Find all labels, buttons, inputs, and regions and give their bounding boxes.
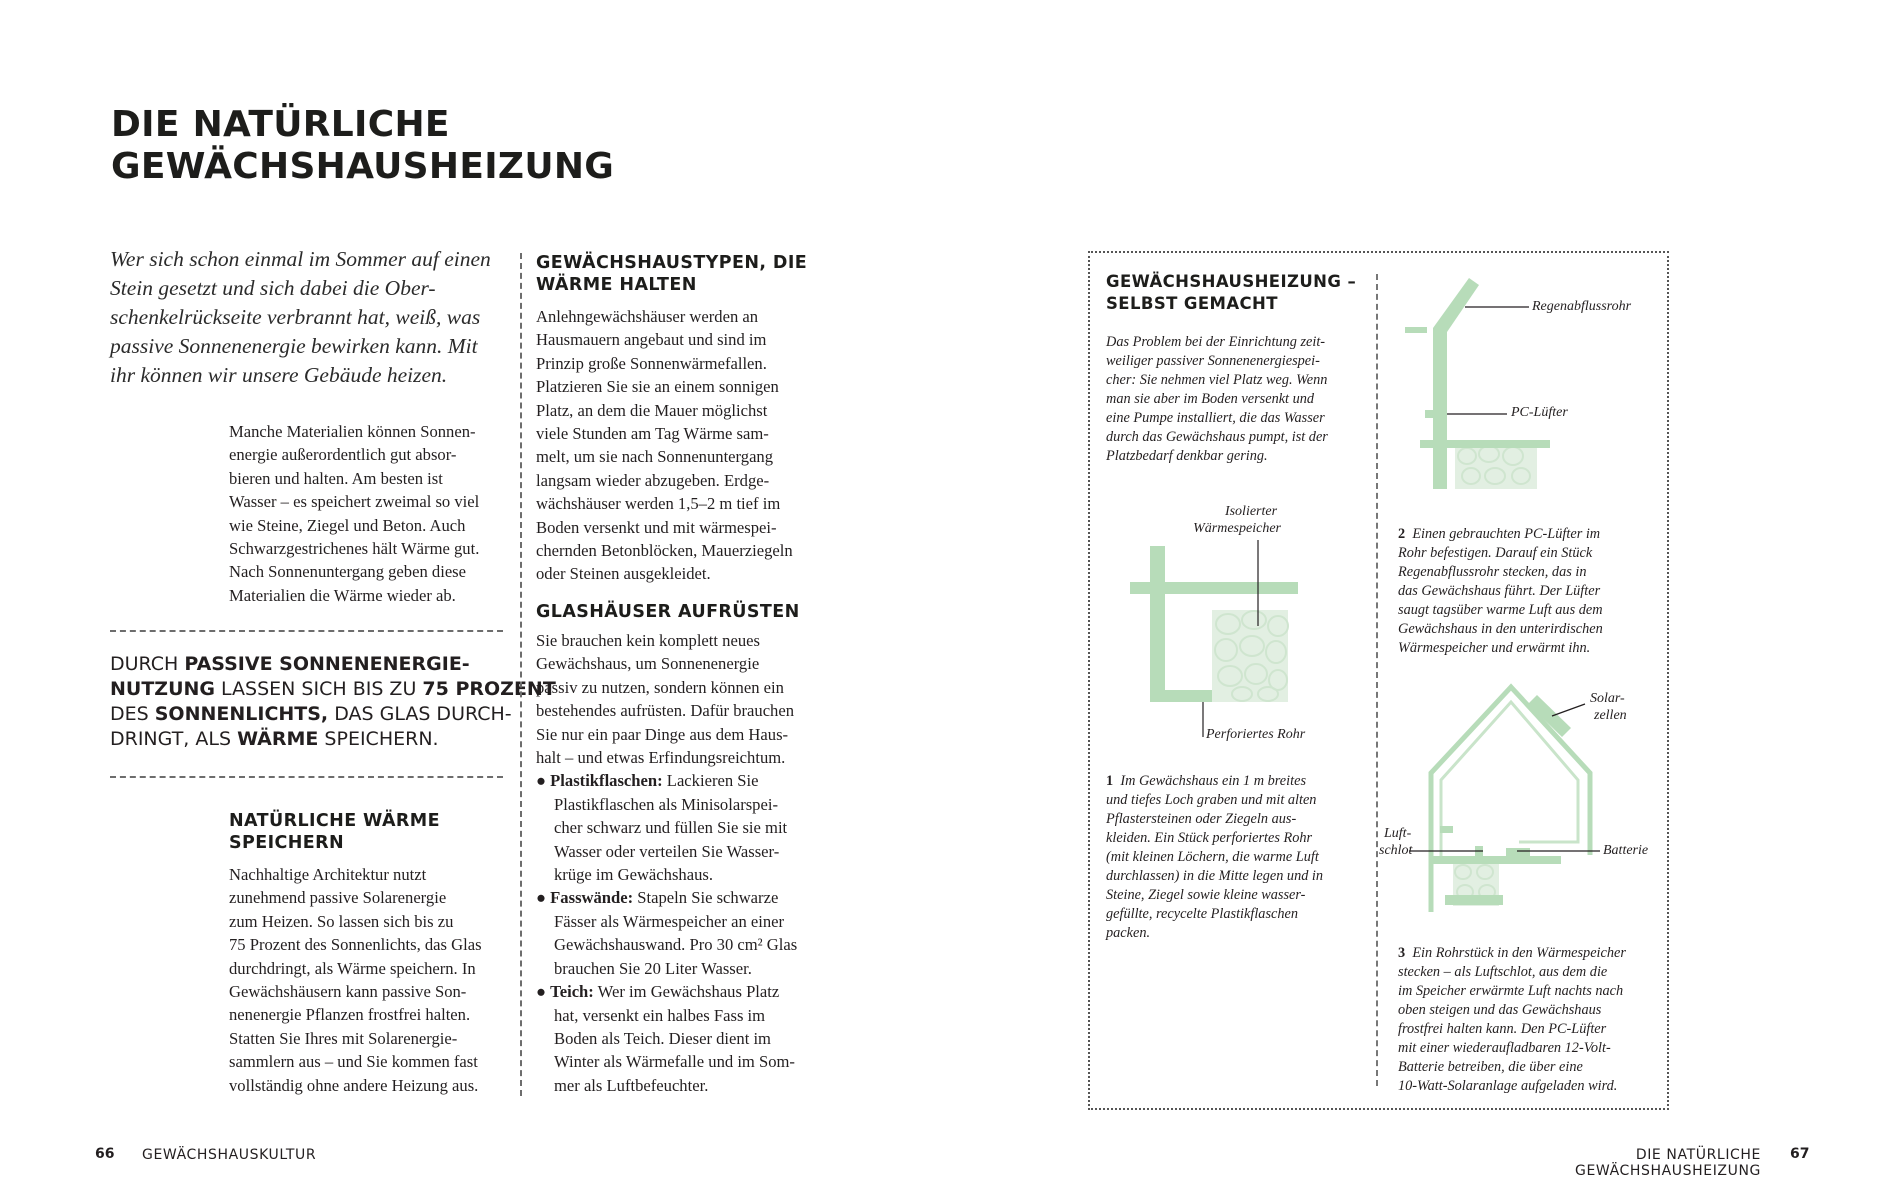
bullet-line: Wasser oder verteilen Sie Wasser- <box>554 841 780 861</box>
step-line: im Speicher erwärmte Luft nachts nach <box>1398 983 1624 999</box>
step-line: Batterie betreiben, die über eine <box>1398 1059 1583 1075</box>
bullet-line: Gewächshauswand. Pro 30 cm² Glas <box>554 935 798 955</box>
step-line: Gewächshaus in den unterirdischen <box>1398 621 1603 637</box>
intro-line: passive Sonnenenergie bewirken kann. Mit <box>110 334 478 358</box>
quote-text: LASSEN SICH BIS ZU <box>215 678 423 700</box>
heading-line: SPEICHERN <box>229 833 345 853</box>
body-line: bestehendes aufrüsten. Dafür brauchen <box>536 701 795 721</box>
body-line: Wasser – es speichert zweimal so viel <box>229 492 480 512</box>
intro-line: schenkelrückseite verbrannt hat, weiß, was <box>110 305 481 329</box>
step-line: Wärmespeicher und erwärmt ihn. <box>1398 640 1591 656</box>
step-line: Im Gewächshaus ein 1 m breites <box>1120 773 1307 789</box>
body-line: 75 Prozent des Sonnenlichts, das Glas <box>229 935 482 955</box>
step-line: packen. <box>1106 925 1151 941</box>
label-luft-2: schlot <box>1379 843 1413 858</box>
column-divider <box>520 253 522 1096</box>
quote-bold: SONNENLICHTS, <box>154 703 329 725</box>
step-line: Rohr befestigen. Darauf ein Stück <box>1398 545 1593 561</box>
step-line: mit einer wiederaufladbaren 12-Volt- <box>1398 1040 1611 1056</box>
body-line: Schwarzgestrichenes hält Wärme gut. <box>229 539 480 559</box>
body-line: vollständig ohne andere Heizung aus. <box>229 1075 479 1095</box>
body-line: nenenergie Pflanzen frostfrei halten. <box>229 1005 471 1025</box>
label-pc-luefter: PC-Lüfter <box>1511 405 1568 420</box>
pipe <box>1433 328 1447 489</box>
body-line: Hausmauern angebaut und sind im <box>536 330 767 350</box>
bullet-text: Stapeln Sie schwarze <box>633 888 779 908</box>
label-isolierter: Isolierter <box>1224 504 1278 519</box>
step-3 <box>1398 944 1668 1096</box>
pipe-elbow <box>1433 278 1479 332</box>
floor <box>1431 856 1561 864</box>
bullet-term: Plastikflaschen: <box>550 771 663 791</box>
typen-paragraph <box>536 305 836 586</box>
quote-text: DURCH <box>110 653 185 675</box>
body-line: energie außerordentlich gut absor- <box>229 445 457 465</box>
label-perforiertes-rohr: Perforiertes Rohr <box>1206 727 1306 742</box>
body-line: Nach Sonnenuntergang geben diese <box>229 562 467 582</box>
wall <box>1150 546 1165 702</box>
bullet-term: Teich: <box>550 982 594 1002</box>
heading-line: WÄRME HALTEN <box>536 275 697 295</box>
step-line: 10-Watt-Solaranlage aufgeladen wird. <box>1398 1078 1618 1094</box>
bullet-line: krüge im Gewächshaus. <box>554 865 713 885</box>
step-line: Regenabflussrohr stecken, das in <box>1398 564 1587 580</box>
body-line: Boden versenkt und mit wärmespei- <box>536 517 777 537</box>
step-number: 3 <box>1398 945 1406 961</box>
body-line: Manche Materialien können Sonnen- <box>229 422 476 441</box>
box-intro-line: weiliger passiver Sonnenenergiespei- <box>1106 353 1320 369</box>
body-line: Gewächshaus, um Sonnenenergie <box>536 654 760 674</box>
battery <box>1506 848 1530 858</box>
intro-paragraph <box>110 245 510 390</box>
box-intro-line: eine Pumpe installiert, die das Wasser <box>1106 410 1325 426</box>
quote-bold: PASSIVE SONNENENERGIE- <box>184 653 470 675</box>
intro-line: Wer sich schon einmal im Sommer auf einen <box>110 247 491 271</box>
section-heading-typen <box>536 252 826 296</box>
glas-paragraph <box>536 629 836 1097</box>
pipe-joint <box>1405 327 1427 333</box>
body-line: Platzieren Sie sie an einem sonnigen <box>536 377 779 397</box>
box-intro <box>1106 333 1376 466</box>
heat-store-diagram <box>1130 540 1360 740</box>
body-line: wie Steine, Ziegel und Beton. Auch <box>229 515 466 535</box>
body-line: Sie nur ein paar Dinge aus dem Haus- <box>536 724 789 744</box>
page-title <box>111 104 671 188</box>
box-intro-line: Platzbedarf denkbar gering. <box>1106 448 1268 464</box>
step-number: 2 <box>1398 526 1406 542</box>
label-regenabflussrohr: Regenabflussrohr <box>1532 299 1632 314</box>
box-intro-line: Das Problem bei der Einrichtung zeit- <box>1106 334 1326 350</box>
page-number-left: 66 <box>95 1146 115 1162</box>
leader-line <box>1552 704 1585 716</box>
quote-bold: 75 PROZENT <box>422 678 556 700</box>
heading-line: SELBST GEMACHT <box>1106 294 1278 313</box>
step-line: durchlassen) in die Mitte legen und in <box>1106 868 1324 884</box>
step-line: Steine, Ziegel sowie kleine wasser- <box>1106 887 1306 903</box>
quote-divider-top <box>110 630 503 632</box>
running-footer-left: GEWÄCHSHAUSKULTUR <box>142 1147 317 1163</box>
body-line: zum Heizen. So lassen sich bis zu <box>229 911 454 931</box>
perforated-pipe <box>1150 690 1212 702</box>
bullet-line: Fässer als Wärmespeicher an einer <box>554 911 785 931</box>
label-batterie: Batterie <box>1603 843 1649 858</box>
step-line: das Gewächshaus führt. Der Lüfter <box>1398 583 1601 599</box>
body-line: melt, um sie nach Sonnenuntergang <box>536 447 774 467</box>
box-column-divider <box>1376 274 1378 1086</box>
step-line: frostfrei halten kann. Den PC-Lüfter <box>1398 1021 1607 1037</box>
bullet-line: hat, versenkt ein halbes Fass im <box>554 1005 766 1025</box>
section-heading-speichern <box>229 810 549 854</box>
step-line: kleiden. Ein Stück perforiertes Rohr <box>1106 830 1313 846</box>
pc-fan-small <box>1475 846 1483 858</box>
bullet-line: cher schwarz und füllen Sie sie mit <box>554 818 788 838</box>
quote-bold: NUTZUNG <box>110 678 215 700</box>
body-line: langsam wieder abzugeben. Erdge- <box>536 470 770 490</box>
ground-bar <box>1420 440 1550 448</box>
intro-line: ihr können wir unsere Gebäude heizen. <box>110 363 448 387</box>
chimney-cap <box>1440 826 1453 833</box>
box-intro-line: man sie aber im Boden versenkt und <box>1106 391 1315 407</box>
body-line: viele Stunden am Tag Wärme sam- <box>536 424 769 444</box>
box-heading <box>1106 271 1376 315</box>
bullet-text: Wer im Gewächshaus Platz <box>593 982 780 1002</box>
label-solar-1: Solar- <box>1590 691 1625 706</box>
page-number-right: 67 <box>1790 1146 1810 1162</box>
label-waermespeicher: Wärmespeicher <box>1193 521 1281 536</box>
quote-text: DRINGT, ALS <box>110 728 238 750</box>
pull-quote <box>110 652 556 752</box>
step-2 <box>1398 525 1668 658</box>
body-line: Prinzip große Sonnenwärmefallen. <box>536 353 767 373</box>
heading-line: GEWÄCHSHAUSHEIZUNG – <box>1106 272 1357 291</box>
body-line: Gewächshäusern kann passive Son- <box>229 982 467 1002</box>
running-footer-right: DIE NATÜRLICHE GEWÄCHSHAUSHEIZUNG <box>1575 1147 1761 1179</box>
bullet-line: mer als Luftbefeuchter. <box>554 1075 709 1095</box>
quote-text: DAS GLAS DURCH- <box>328 703 512 725</box>
quote-bold: WÄRME <box>237 728 319 750</box>
body-line: Platz, an dem die Mauer möglichst <box>536 400 768 420</box>
body-line: sammlern aus – und Sie kommen fast <box>229 1052 478 1072</box>
step-line: stecken – als Luftschlot, aus dem die <box>1398 964 1608 980</box>
body-line: bieren und halten. Am besten ist <box>229 468 443 488</box>
heading-line: NATÜRLICHE WÄRME <box>229 811 440 831</box>
body-line: Nachhaltige Architektur nutzt <box>229 865 427 884</box>
materials-paragraph <box>229 420 529 607</box>
bullet-line: brauchen Sie 20 Liter Wasser. <box>554 958 752 978</box>
section-heading-glas: GLASHÄUSER AUFRÜSTEN <box>536 602 800 622</box>
bullet-item: ● Teich: Wer im Gewächshaus Platz <box>536 982 780 1002</box>
body-line: Materialien die Wärme wieder ab. <box>229 585 456 605</box>
title-line-1: DIE NATÜRLICHE <box>111 104 450 145</box>
step-line: oben steigen und das Gewächshaus <box>1398 1002 1602 1018</box>
intro-line: Stein gesetzt und sich dabei die Ober- <box>110 276 436 300</box>
body-line: Sie brauchen kein komplett neues <box>536 631 760 650</box>
bullet-item: ● Fasswände: Stapeln Sie schwarze <box>536 888 779 908</box>
heading-line: GEWÄCHSHAUSTYPEN, DIE <box>536 253 808 273</box>
box-intro-line: cher: Sie nehmen viel Platz weg. Wenn <box>1106 372 1328 388</box>
speichern-paragraph <box>229 863 529 1097</box>
quote-text: DES <box>110 703 155 725</box>
body-line: chernden Betonblöcken, Mauerziegeln <box>536 541 793 561</box>
bullet-line: Plastikflaschen als Minisolarspei- <box>554 794 778 814</box>
bullet-line: Winter als Wärmefalle und im Som- <box>554 1052 795 1072</box>
quote-text: SPEICHERN. <box>318 728 439 750</box>
step-line: gefüllte, recycelte Plastikflaschen <box>1106 906 1299 922</box>
body-line: zunehmend passive Solarenergie <box>229 888 447 908</box>
step-number: 1 <box>1106 773 1114 789</box>
bullet-term: Fasswände: <box>550 888 634 908</box>
step-line: Ein Rohrstück in den Wärmespeicher <box>1412 945 1626 961</box>
body-line: halt – und etwas Erfindungsreichtum. <box>536 748 786 768</box>
bullet-text: Lackieren Sie <box>662 771 759 791</box>
step-line: saugt tagsüber warme Luft aus dem <box>1398 602 1603 618</box>
step-line: und tiefes Loch graben und mit alten <box>1106 792 1317 808</box>
step-line: (mit kleinen Löchern, die warme Luft <box>1106 849 1319 865</box>
body-line: oder Steinen ausgekleidet. <box>536 564 711 584</box>
box-intro-line: durch das Gewächshaus pumpt, ist der <box>1106 429 1328 445</box>
step-1 <box>1106 772 1376 943</box>
body-line: durchdringt, als Wärme speichern. In <box>229 958 476 978</box>
body-line: Statten Sie Ihres mit Solarenergie- <box>229 1028 458 1048</box>
store-base <box>1445 895 1503 905</box>
pc-fan <box>1425 410 1447 418</box>
body-line: wächshäuser werden 1,5–2 m tief im <box>536 494 781 514</box>
body-line: passiv zu nutzen, sondern können ein <box>536 677 784 697</box>
bullet-item: ● Plastikflaschen: Lackieren Sie <box>536 771 759 791</box>
step-line: Pflastersteinen oder Ziegeln aus- <box>1106 811 1297 827</box>
quote-divider-bottom <box>110 776 503 778</box>
bullet-line: Boden als Teich. Dieser dient im <box>554 1028 771 1048</box>
label-luft-1: Luft- <box>1384 826 1412 841</box>
step-line: Einen gebrauchten PC-Lüfter im <box>1412 526 1601 542</box>
label-solar-2: zellen <box>1594 708 1627 723</box>
title-line-2: GEWÄCHSHAUSHEIZUNG <box>111 146 615 187</box>
body-line: Anlehngewächshäuser werden an <box>536 307 759 326</box>
